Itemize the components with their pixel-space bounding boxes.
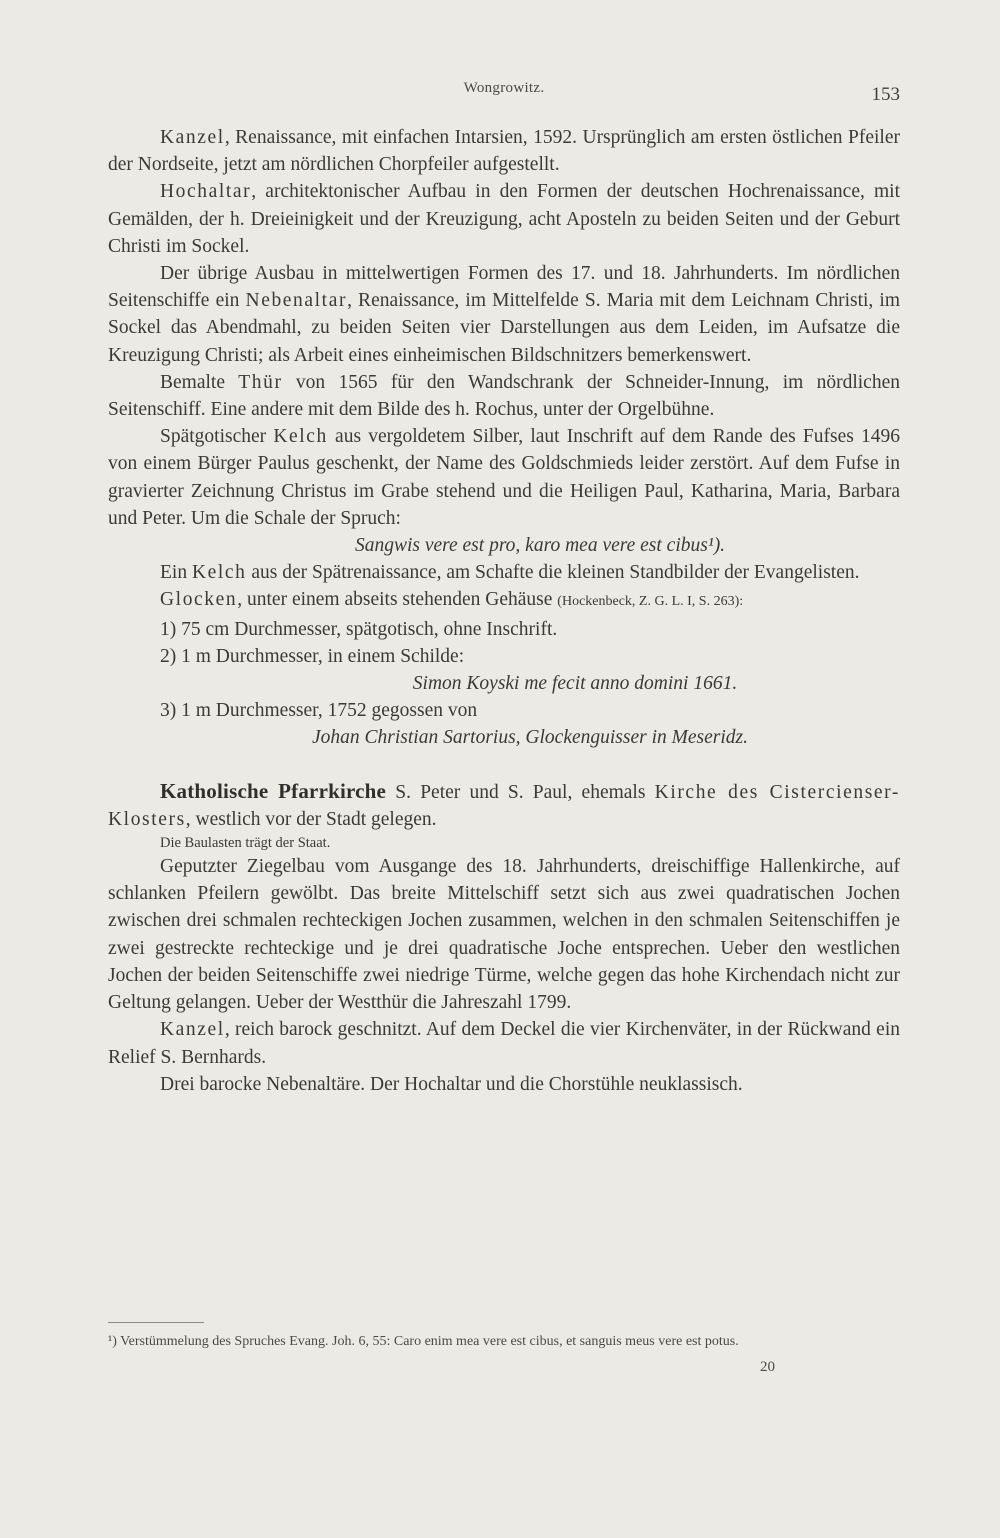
paragraph-glocken xyxy=(108,586,900,615)
term-thuer: Thür xyxy=(238,371,283,393)
paragraph-text: , reich barock geschnitzt. Auf dem Deckel die vier Kirchenväter, in der Rückwand ein Relief S. Bernhards. xyxy=(108,1019,900,1068)
paragraph-text: , unter einem abseits stehenden Gehäuse xyxy=(237,589,558,611)
body-text xyxy=(108,124,900,1098)
term-glocken: Glocken xyxy=(160,589,238,611)
bell-item-1: 1) 75 cm Durchmesser, spätgotisch, ohne Inschrift. xyxy=(160,618,558,640)
term-kanzel-2: Kanzel xyxy=(160,1019,225,1041)
paragraph-hochaltar xyxy=(108,178,900,260)
paragraph-kanzel xyxy=(108,124,900,178)
paragraph-kelch-2 xyxy=(108,559,900,586)
baulasten-note: Die Baulasten trägt der Staat. xyxy=(160,835,331,852)
paragraph-text: , architektonischer Aufbau in den Formen der deutschen Hochrenaissance, mit Gemälden, der h. Dreieinigkeit und der Kreuzigung, acht Aposteln zu beiden Seiten und der Geburt Christi im Sockel. xyxy=(108,181,900,257)
paragraph-text: , Renaissance, mit einfachen Intarsien, 1592. Ursprünglich am ersten östlichen Pfeiler der Nordseite, jetzt am nördlichen Chorpfeiler aufgestellt. xyxy=(108,127,900,176)
bell-item-2: 2) 1 m Durchmesser, in einem Schilde: xyxy=(160,645,465,667)
paragraph-ziegelbau: Geputzter Ziegelbau vom Ausgange des 18. Jahrhunderts, dreischiffige Hallenkirche, auf schlanken Pfeilern gewölbt. Das breite Mittelschiff setzt sich aus zwei quadratischen Jochen zwischen drei schmalen rechteckigen Jochen zusammen, welchen in den schmalen Seitenschiffen je zwei gestreckte rechteckige und je drei quadratische Joche entsprechen. Ueber den westlichen Jochen der beiden Seitenschiffe zwei niedrige Türme, welche gegen das hohe Kirchendach nicht zur Geltung gelangen. Ueber der Westthür die Jahreszahl 1799. xyxy=(108,856,900,1014)
section-heading: Katholische Pfarrkirche xyxy=(160,778,387,803)
paragraph-text: S. Peter und S. Paul, ehemals xyxy=(386,781,655,803)
running-title: Wongrowitz. xyxy=(463,80,545,96)
page-number: 153 xyxy=(871,84,900,105)
paragraph-text: Spätgotischer xyxy=(160,426,274,448)
paragraph-ausbau xyxy=(108,260,900,369)
bell-inscription-3: Johan Christian Sartorius, Glockenguisser in Meseridz. xyxy=(311,727,749,749)
term-kirche: Kirche des Cistercienser-Klosters xyxy=(108,781,900,830)
paragraph-kelch xyxy=(108,423,900,532)
term-hochaltar: Hochaltar xyxy=(160,181,252,203)
paragraph-text: Der übrige Ausbau in mittelwertigen Formen des 17. und 18. Jahrhunderts. Im nördlichen Seitenschiffe ein xyxy=(108,263,900,312)
footnote: ¹) Verstümmelung des Spruches Evang. Joh. 6, 55: Caro enim mea vere est cibus, et sanguis meus vere est potus. xyxy=(108,1334,739,1349)
paragraph-text: Bemalte xyxy=(160,371,239,393)
bell-item-3: 3) 1 m Durchmesser, 1752 gegossen von xyxy=(160,700,478,722)
paragraph-text: Ein xyxy=(160,562,192,584)
paragraph-kanzel-2 xyxy=(108,1016,900,1070)
paragraph-thuer xyxy=(108,369,900,423)
term-kelch: Kelch xyxy=(273,426,328,448)
term-kanzel: Kanzel xyxy=(160,127,225,148)
page-header xyxy=(108,78,900,108)
section-heading-paragraph xyxy=(108,778,900,833)
paragraph-text: von 1565 für den Wandschrank der Schneider-Innung, im nördlichen Seitenschiff. Eine andere mit dem Bilde des h. Rochus, unter der Orgelbühne. xyxy=(108,371,900,421)
paragraph-text: , westlich vor der Stadt gelegen. xyxy=(185,808,437,830)
term-nebenaltar: Nebenaltar xyxy=(245,290,348,312)
footnote-divider xyxy=(108,1322,204,1323)
reference: (Hockenbeck, Z. G. L. I, S. 263): xyxy=(557,594,744,610)
bell-inscription-2: Simon Koyski me fecit anno domini 1661. xyxy=(412,673,738,695)
sheet-signature: 20 xyxy=(760,1359,775,1375)
paragraph-text: aus vergoldetem Silber, laut Inschrift auf dem Rande des Fufses 1496 von einem Bürger Paulus geschenkt, der Name des Goldschmieds leider zerstört. Auf dem Fufse in gravierter Zeichnung Christus im Grabe stehend und die Heiligen Paul, Katharina, Maria, Barbara und Peter. Um die Schale der Spruch: xyxy=(108,426,900,529)
paragraph-nebenaltaere: Drei barocke Nebenaltäre. Der Hochaltar und die Chorstühle neuklassisch. xyxy=(160,1073,743,1095)
term-kelch-2: Kelch xyxy=(191,562,247,584)
paragraph-text: , Renaissance, im Mittelfelde S. Maria mit dem Leichnam Christi, im Sockel das Abendmahl, zu beiden Seiten vier Darstellungen aus dem Leiden, im Aufsatze die Kreuzigung Christi; als Arbeit eines einheimischen Bildschnitzers bemerkenswert. xyxy=(108,290,901,366)
inscription-verse: Sangwis vere est pro, karo mea vere est cibus¹). xyxy=(354,535,726,557)
paragraph-text: aus der Spätrenaissance, am Schafte die kleinen Standbilder der Evangelisten. xyxy=(246,562,860,584)
